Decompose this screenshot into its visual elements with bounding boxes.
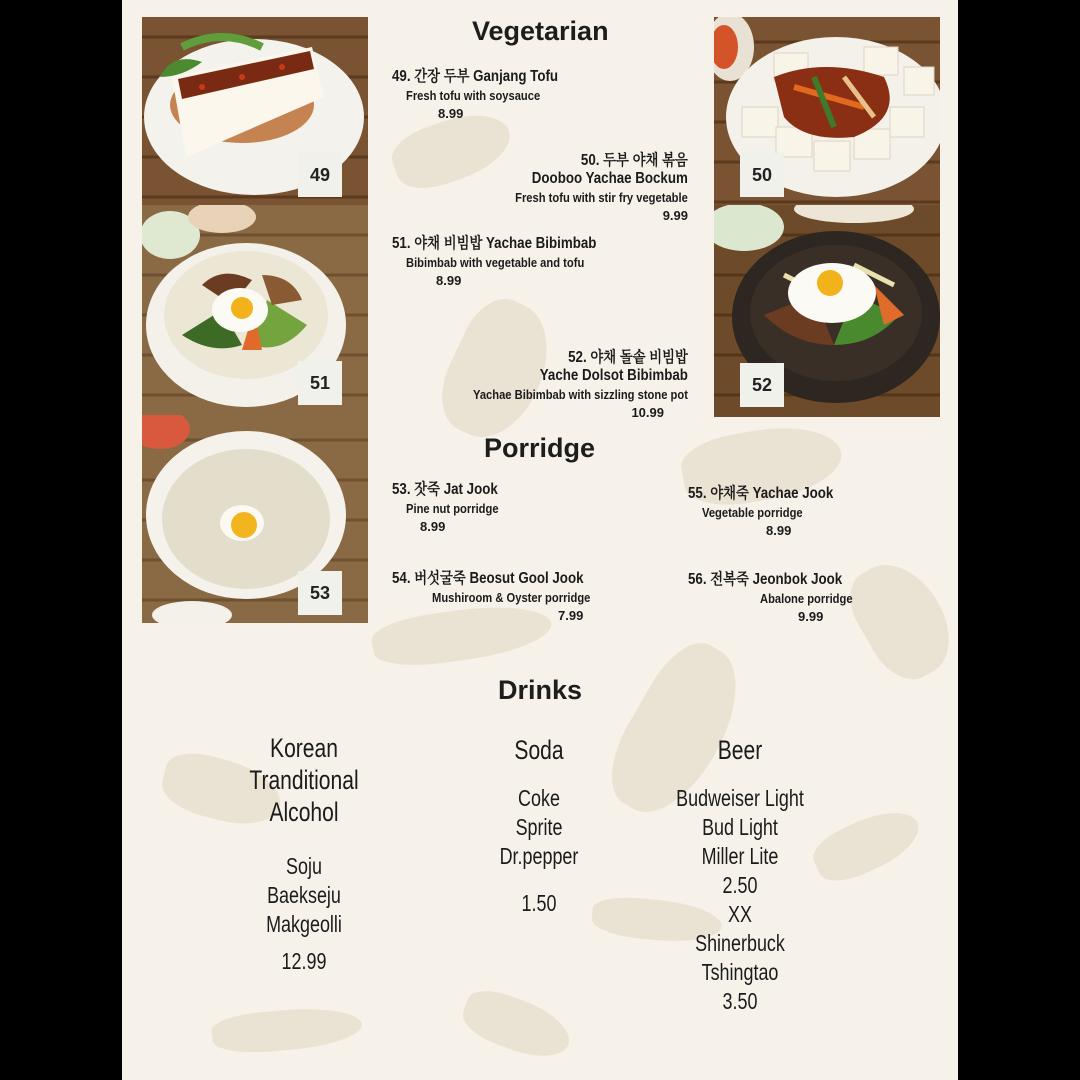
drinks-title: Drinks xyxy=(498,675,583,705)
item-price: 9.99 xyxy=(662,208,688,223)
item-name: Dooboo Yachae Bockum xyxy=(531,170,688,187)
item-name-korean: 52. 야채 돌솥 비빔밥 xyxy=(568,349,688,366)
item-name: 53. 잣죽 Jat Jook xyxy=(392,481,498,498)
item-name: 49. 간장 두부 Ganjang Tofu xyxy=(392,68,559,85)
paper-fleck xyxy=(457,983,577,1068)
item-price: 7.99 xyxy=(558,608,584,623)
photo-number-badge: 53 xyxy=(298,571,342,615)
porridge-title: Porridge xyxy=(484,433,596,463)
item-name: 54. 버섯굴죽 Beosut Gool Jook xyxy=(392,570,584,587)
drink-item: Sprite xyxy=(515,814,563,840)
menu-page xyxy=(122,0,958,1080)
item-description: Bibimbab with vegetable and tofu xyxy=(406,255,585,270)
item-name: Yache Dolsot Bibimbab xyxy=(539,367,688,384)
drink-item: Makgeolli xyxy=(266,911,342,937)
photo-jat-jook xyxy=(142,415,368,623)
vegetarian-title: Vegetarian xyxy=(472,16,609,46)
drink-price: 1.50 xyxy=(521,890,557,916)
item-description: Yachae Bibimbab with sizzling stone pot xyxy=(473,387,688,402)
menu-item-55 xyxy=(688,481,857,538)
drink-item: Soju xyxy=(286,853,322,879)
item-price: 8.99 xyxy=(436,273,462,288)
photo-ganjang-tofu xyxy=(142,17,368,205)
menu-item-51 xyxy=(392,231,630,288)
drink-price: 2.50 xyxy=(722,872,758,898)
item-price: 8.99 xyxy=(420,519,446,534)
drink-item: Tshingtao xyxy=(701,959,779,985)
drink-price: 12.99 xyxy=(281,948,327,974)
drink-item: XX xyxy=(728,901,752,927)
item-price: 10.99 xyxy=(631,405,664,420)
beer-column xyxy=(650,734,830,1016)
item-description: Vegetable porridge xyxy=(702,505,803,520)
item-name: 56. 전복죽 Jeonbok Jook xyxy=(688,571,843,588)
menu-item-50 xyxy=(487,148,688,223)
photo-yache-dolsot-bibimbab xyxy=(714,205,940,417)
photo-number-badge: 50 xyxy=(740,153,784,197)
menu-item-54 xyxy=(392,566,616,623)
beer-heading: Beer xyxy=(717,735,763,765)
korean-alcohol-column xyxy=(194,732,414,976)
drink-item: Bud Light xyxy=(702,814,778,840)
item-description: Fresh tofu with stir fry vegetable xyxy=(515,190,688,205)
item-price: 8.99 xyxy=(438,106,464,121)
photo-dooboo-yachae-bockum xyxy=(714,17,940,205)
drink-item: Shinerbuck xyxy=(695,930,785,956)
korean-alcohol-heading-1: Korean Tranditional xyxy=(249,733,359,795)
item-name: 55. 야채죽 Yachae Jook xyxy=(688,485,834,502)
item-price: 8.99 xyxy=(766,523,792,538)
menu-item-56 xyxy=(688,567,868,624)
item-description: Abalone porridge xyxy=(760,591,853,606)
drink-item: Dr.pepper xyxy=(499,843,579,869)
item-price: 9.99 xyxy=(798,609,824,624)
item-description: Pine nut porridge xyxy=(406,501,499,516)
menu-item-53 xyxy=(392,477,515,534)
item-name: 51. 야채 비빔밥 Yachae Bibimbab xyxy=(392,235,597,252)
paper-fleck xyxy=(211,1004,364,1057)
menu-item-49 xyxy=(392,64,585,121)
item-description: Mushiroom & Oyster porridge xyxy=(432,590,591,605)
photo-number-badge: 49 xyxy=(298,153,342,197)
item-description: Fresh tofu with soysauce xyxy=(406,88,541,103)
drink-price: 3.50 xyxy=(722,988,758,1014)
photo-number-badge: 52 xyxy=(740,363,784,407)
photo-number-badge: 51 xyxy=(298,361,342,405)
menu-item-52 xyxy=(438,345,688,420)
drink-item: Coke xyxy=(518,785,560,811)
photo-yachae-bibimbab xyxy=(142,205,368,415)
soda-column xyxy=(469,734,609,918)
drink-item: Budweiser Light xyxy=(676,785,804,811)
drink-item: Miller Lite xyxy=(701,843,779,869)
item-name-korean: 50. 두부 야채 볶음 xyxy=(581,152,688,169)
drink-item: Baekseju xyxy=(267,882,341,908)
soda-heading: Soda xyxy=(514,735,564,765)
korean-alcohol-heading-2: Alcohol xyxy=(269,797,339,827)
